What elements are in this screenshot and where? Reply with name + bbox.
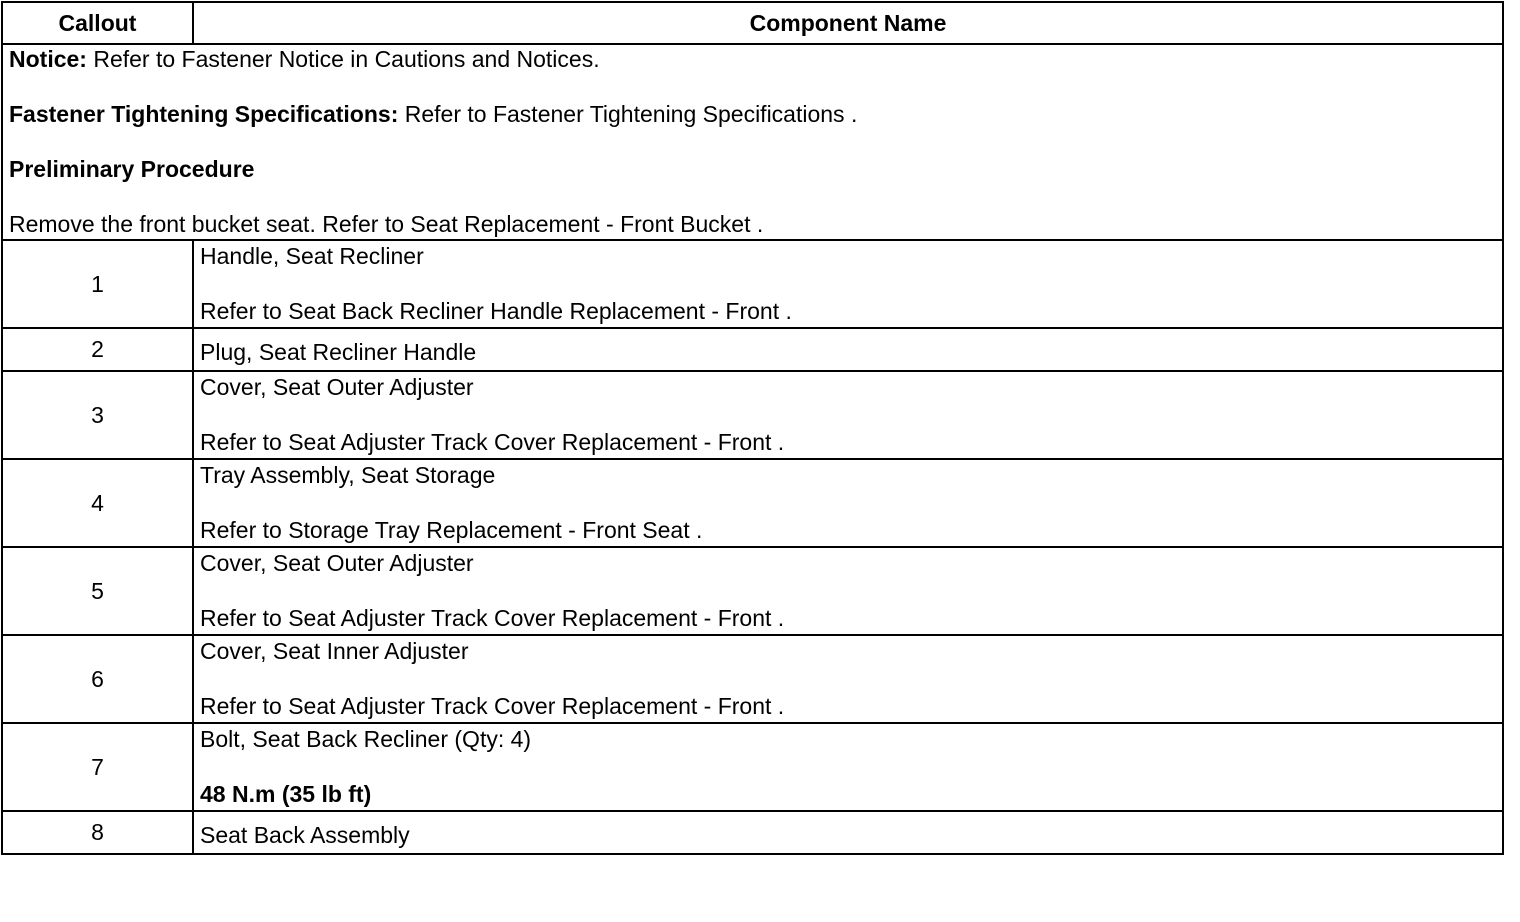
component-name: Tray Assembly, Seat Storage <box>200 462 496 488</box>
component-table <box>1 1 1504 855</box>
component-reference: Refer to Seat Adjuster Track Cover Replacement - Front . <box>200 429 785 455</box>
component-name: Bolt, Seat Back Recliner (Qty: 4) <box>200 726 532 752</box>
component-cell <box>193 547 1503 635</box>
torque-spec: 48 N.m (35 lb ft) <box>200 781 372 807</box>
component-cell <box>193 811 1503 854</box>
notice-paragraph <box>9 46 1496 73</box>
component-name: Cover, Seat Outer Adjuster <box>200 550 474 576</box>
table-row <box>2 328 1503 371</box>
table-row <box>2 723 1503 811</box>
table-row <box>2 240 1503 328</box>
component-name: Plug, Seat Recliner Handle <box>200 338 477 365</box>
component-reference: Refer to Seat Adjuster Track Cover Replacement - Front . <box>200 693 785 719</box>
preliminary-text: Remove the front bucket seat. Refer to Seat Replacement - Front Bucket . <box>9 211 764 237</box>
callout-number: 6 <box>2 635 193 723</box>
notice-text: Refer to Fastener Notice in Cautions and Notices. <box>86 46 600 72</box>
notice-row <box>2 44 1503 240</box>
header-callout: Callout <box>2 2 193 44</box>
notice-cell <box>2 44 1503 240</box>
table-row <box>2 811 1503 854</box>
callout-number: 4 <box>2 459 193 547</box>
component-reference: Refer to Seat Back Recliner Handle Replacement - Front . <box>200 298 792 324</box>
component-cell <box>193 328 1503 371</box>
fastener-text: Refer to Fastener Tightening Specifications . <box>398 101 858 127</box>
component-name: Cover, Seat Outer Adjuster <box>200 374 474 400</box>
table-header-row <box>2 2 1503 44</box>
component-reference: Refer to Seat Adjuster Track Cover Replacement - Front . <box>200 605 785 631</box>
component-cell <box>193 240 1503 328</box>
component-cell <box>193 723 1503 811</box>
callout-number: 1 <box>2 240 193 328</box>
component-cell <box>193 371 1503 459</box>
component-cell <box>193 459 1503 547</box>
callout-number: 8 <box>2 811 193 854</box>
table-row <box>2 547 1503 635</box>
component-name: Cover, Seat Inner Adjuster <box>200 638 469 664</box>
callout-number: 7 <box>2 723 193 811</box>
component-cell <box>193 635 1503 723</box>
callout-number: 2 <box>2 328 193 371</box>
fastener-label: Fastener Tightening Specifications: <box>9 101 399 127</box>
component-name: Handle, Seat Recliner <box>200 243 424 269</box>
preliminary-heading: Preliminary Procedure <box>9 156 255 182</box>
header-component-name: Component Name <box>193 2 1503 44</box>
table-row <box>2 371 1503 459</box>
notice-label: Notice: <box>9 46 87 72</box>
fastener-paragraph <box>9 101 1496 128</box>
component-name: Seat Back Assembly <box>200 821 410 848</box>
component-reference: Refer to Storage Tray Replacement - Front Seat . <box>200 517 703 543</box>
table-row <box>2 635 1503 723</box>
table-row <box>2 459 1503 547</box>
callout-number: 3 <box>2 371 193 459</box>
callout-number: 5 <box>2 547 193 635</box>
